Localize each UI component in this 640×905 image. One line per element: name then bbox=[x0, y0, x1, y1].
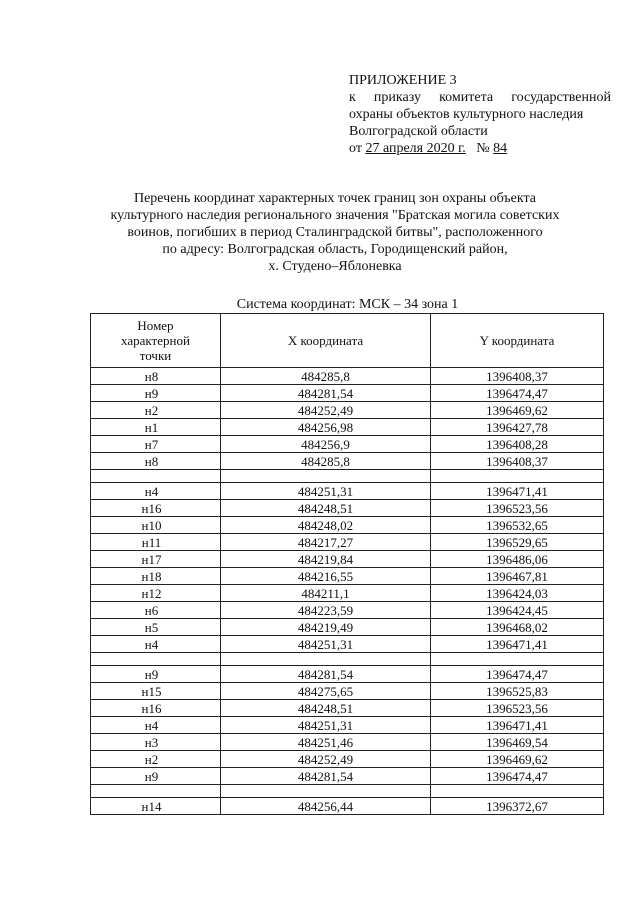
cell-x-coordinate: 484281,54 bbox=[221, 385, 431, 402]
cell-point-number: н9 bbox=[91, 768, 221, 785]
cell-x-coordinate: 484248,51 bbox=[221, 700, 431, 717]
cell-x-coordinate: 484217,27 bbox=[221, 534, 431, 551]
table-row bbox=[91, 751, 604, 768]
table-row bbox=[91, 734, 604, 751]
cell-x-coordinate: 484219,84 bbox=[221, 551, 431, 568]
cell-point-number: н9 bbox=[91, 385, 221, 402]
cell-point-number: н8 bbox=[91, 368, 221, 385]
cell-point-number: н16 bbox=[91, 700, 221, 717]
cell-point-number: н2 bbox=[91, 751, 221, 768]
cell-y-coordinate bbox=[431, 653, 604, 666]
cell-point-number: н5 bbox=[91, 619, 221, 636]
order-date: 27 апреля 2020 г. bbox=[365, 141, 466, 156]
cell-y-coordinate: 1396474,47 bbox=[431, 385, 604, 402]
cell-point-number: н18 bbox=[91, 568, 221, 585]
coordinate-system-caption: Система координат: МСК – 34 зона 1 bbox=[236, 297, 459, 312]
cell-x-coordinate bbox=[221, 653, 431, 666]
table-row bbox=[91, 551, 604, 568]
table-row bbox=[91, 717, 604, 734]
cell-point-number bbox=[91, 653, 221, 666]
cell-x-coordinate: 484256,98 bbox=[221, 419, 431, 436]
cell-point-number: н15 bbox=[91, 683, 221, 700]
table-row bbox=[91, 453, 604, 470]
table-row bbox=[91, 419, 604, 436]
cell-y-coordinate: 1396408,37 bbox=[431, 453, 604, 470]
table-row bbox=[91, 798, 604, 815]
cell-x-coordinate bbox=[221, 785, 431, 798]
cell-x-coordinate: 484281,54 bbox=[221, 768, 431, 785]
cell-x-coordinate: 484223,59 bbox=[221, 602, 431, 619]
table-body bbox=[91, 368, 604, 815]
cell-point-number: н4 bbox=[91, 717, 221, 734]
number-prefix: № bbox=[476, 141, 490, 156]
cell-x-coordinate: 484281,54 bbox=[221, 666, 431, 683]
cell-y-coordinate: 1396474,47 bbox=[431, 666, 604, 683]
header-point-line-2: характерной bbox=[121, 333, 190, 348]
table-row bbox=[91, 619, 604, 636]
cell-y-coordinate: 1396408,28 bbox=[431, 436, 604, 453]
cell-x-coordinate: 484256,44 bbox=[221, 798, 431, 815]
cell-y-coordinate: 1396471,41 bbox=[431, 483, 604, 500]
cell-y-coordinate: 1396408,37 bbox=[431, 368, 604, 385]
table-row bbox=[91, 785, 604, 798]
cell-point-number: н17 bbox=[91, 551, 221, 568]
cell-point-number: н6 bbox=[91, 602, 221, 619]
appendix-line-3: Волгоградской области bbox=[349, 124, 488, 139]
cell-x-coordinate: 484248,51 bbox=[221, 500, 431, 517]
cell-y-coordinate: 1396469,62 bbox=[431, 402, 604, 419]
cell-point-number: н14 bbox=[91, 798, 221, 815]
cell-point-number: н7 bbox=[91, 436, 221, 453]
table-row bbox=[91, 368, 604, 385]
cell-point-number: н8 bbox=[91, 453, 221, 470]
cell-y-coordinate: 1396523,56 bbox=[431, 700, 604, 717]
table-row bbox=[91, 402, 604, 419]
order-number: 84 bbox=[493, 141, 508, 156]
cell-point-number: н2 bbox=[91, 402, 221, 419]
cell-y-coordinate: 1396474,47 bbox=[431, 768, 604, 785]
cell-point-number: н16 bbox=[91, 500, 221, 517]
cell-point-number: н4 bbox=[91, 636, 221, 653]
cell-y-coordinate: 1396468,02 bbox=[431, 619, 604, 636]
header-point-number bbox=[91, 314, 221, 368]
cell-y-coordinate: 1396469,62 bbox=[431, 751, 604, 768]
cell-point-number: н11 bbox=[91, 534, 221, 551]
cell-y-coordinate: 1396529,65 bbox=[431, 534, 604, 551]
table-row bbox=[91, 636, 604, 653]
appendix-line-2: охраны объектов культурного наследия bbox=[349, 107, 584, 122]
table-row bbox=[91, 683, 604, 700]
heading-line-2: культурного наследия регионального значения "Братская могила советских bbox=[110, 208, 560, 223]
header-y-coordinate: Y координата bbox=[431, 314, 604, 368]
cell-point-number: н10 bbox=[91, 517, 221, 534]
header-point-line-3: точки bbox=[139, 348, 172, 363]
cell-y-coordinate bbox=[431, 470, 604, 483]
cell-y-coordinate: 1396427,78 bbox=[431, 419, 604, 436]
table-row bbox=[91, 517, 604, 534]
cell-y-coordinate: 1396532,65 bbox=[431, 517, 604, 534]
cell-x-coordinate: 484285,8 bbox=[221, 368, 431, 385]
document-heading bbox=[70, 190, 600, 275]
cell-y-coordinate: 1396372,67 bbox=[431, 798, 604, 815]
appendix-order-line bbox=[349, 140, 611, 157]
header-point-line-1: Номер bbox=[137, 318, 174, 333]
coordinates-table bbox=[90, 313, 604, 815]
cell-y-coordinate: 1396525,83 bbox=[431, 683, 604, 700]
cell-point-number: н12 bbox=[91, 585, 221, 602]
cell-point-number: н4 bbox=[91, 483, 221, 500]
cell-point-number bbox=[91, 470, 221, 483]
table-row bbox=[91, 534, 604, 551]
cell-x-coordinate: 484216,55 bbox=[221, 568, 431, 585]
heading-line-5: х. Студено–Яблоневка bbox=[268, 259, 402, 274]
table-row bbox=[91, 470, 604, 483]
cell-x-coordinate: 484219,49 bbox=[221, 619, 431, 636]
cell-y-coordinate: 1396424,45 bbox=[431, 602, 604, 619]
table-row bbox=[91, 602, 604, 619]
header-x-coordinate: X координата bbox=[221, 314, 431, 368]
table-header-row bbox=[91, 314, 604, 368]
cell-y-coordinate: 1396424,03 bbox=[431, 585, 604, 602]
table-row bbox=[91, 653, 604, 666]
table-row bbox=[91, 700, 604, 717]
cell-x-coordinate: 484248,02 bbox=[221, 517, 431, 534]
table-row bbox=[91, 500, 604, 517]
appendix-title: ПРИЛОЖЕНИЕ 3 bbox=[349, 73, 457, 88]
table-row bbox=[91, 666, 604, 683]
heading-line-1: Перечень координат характерных точек границ зон охраны объекта bbox=[133, 191, 536, 206]
cell-point-number: н3 bbox=[91, 734, 221, 751]
cell-y-coordinate: 1396471,41 bbox=[431, 636, 604, 653]
table-row bbox=[91, 483, 604, 500]
cell-x-coordinate: 484251,31 bbox=[221, 636, 431, 653]
cell-point-number: н1 bbox=[91, 419, 221, 436]
cell-x-coordinate: 484252,49 bbox=[221, 751, 431, 768]
cell-x-coordinate: 484251,46 bbox=[221, 734, 431, 751]
cell-x-coordinate: 484275,65 bbox=[221, 683, 431, 700]
appendix-line-1: к приказу комитета государственной bbox=[349, 90, 611, 105]
cell-point-number: н9 bbox=[91, 666, 221, 683]
cell-point-number bbox=[91, 785, 221, 798]
cell-y-coordinate: 1396469,54 bbox=[431, 734, 604, 751]
heading-line-3: воинов, погибших в период Сталинградской битвы", расположенного bbox=[127, 225, 543, 240]
heading-line-4: по адресу: Волгоградская область, Городищенский район, bbox=[162, 242, 508, 257]
table-row bbox=[91, 436, 604, 453]
date-prefix: от bbox=[349, 141, 362, 156]
cell-x-coordinate: 484285,8 bbox=[221, 453, 431, 470]
appendix-header bbox=[349, 72, 611, 157]
cell-x-coordinate: 484256,9 bbox=[221, 436, 431, 453]
table-row bbox=[91, 568, 604, 585]
cell-y-coordinate: 1396467,81 bbox=[431, 568, 604, 585]
cell-x-coordinate: 484251,31 bbox=[221, 483, 431, 500]
table-row bbox=[91, 585, 604, 602]
cell-y-coordinate: 1396486,06 bbox=[431, 551, 604, 568]
cell-y-coordinate bbox=[431, 785, 604, 798]
table-row bbox=[91, 385, 604, 402]
cell-x-coordinate: 484211,1 bbox=[221, 585, 431, 602]
cell-x-coordinate: 484251,31 bbox=[221, 717, 431, 734]
cell-x-coordinate: 484252,49 bbox=[221, 402, 431, 419]
table-row bbox=[91, 768, 604, 785]
cell-y-coordinate: 1396471,41 bbox=[431, 717, 604, 734]
cell-y-coordinate: 1396523,56 bbox=[431, 500, 604, 517]
cell-x-coordinate bbox=[221, 470, 431, 483]
